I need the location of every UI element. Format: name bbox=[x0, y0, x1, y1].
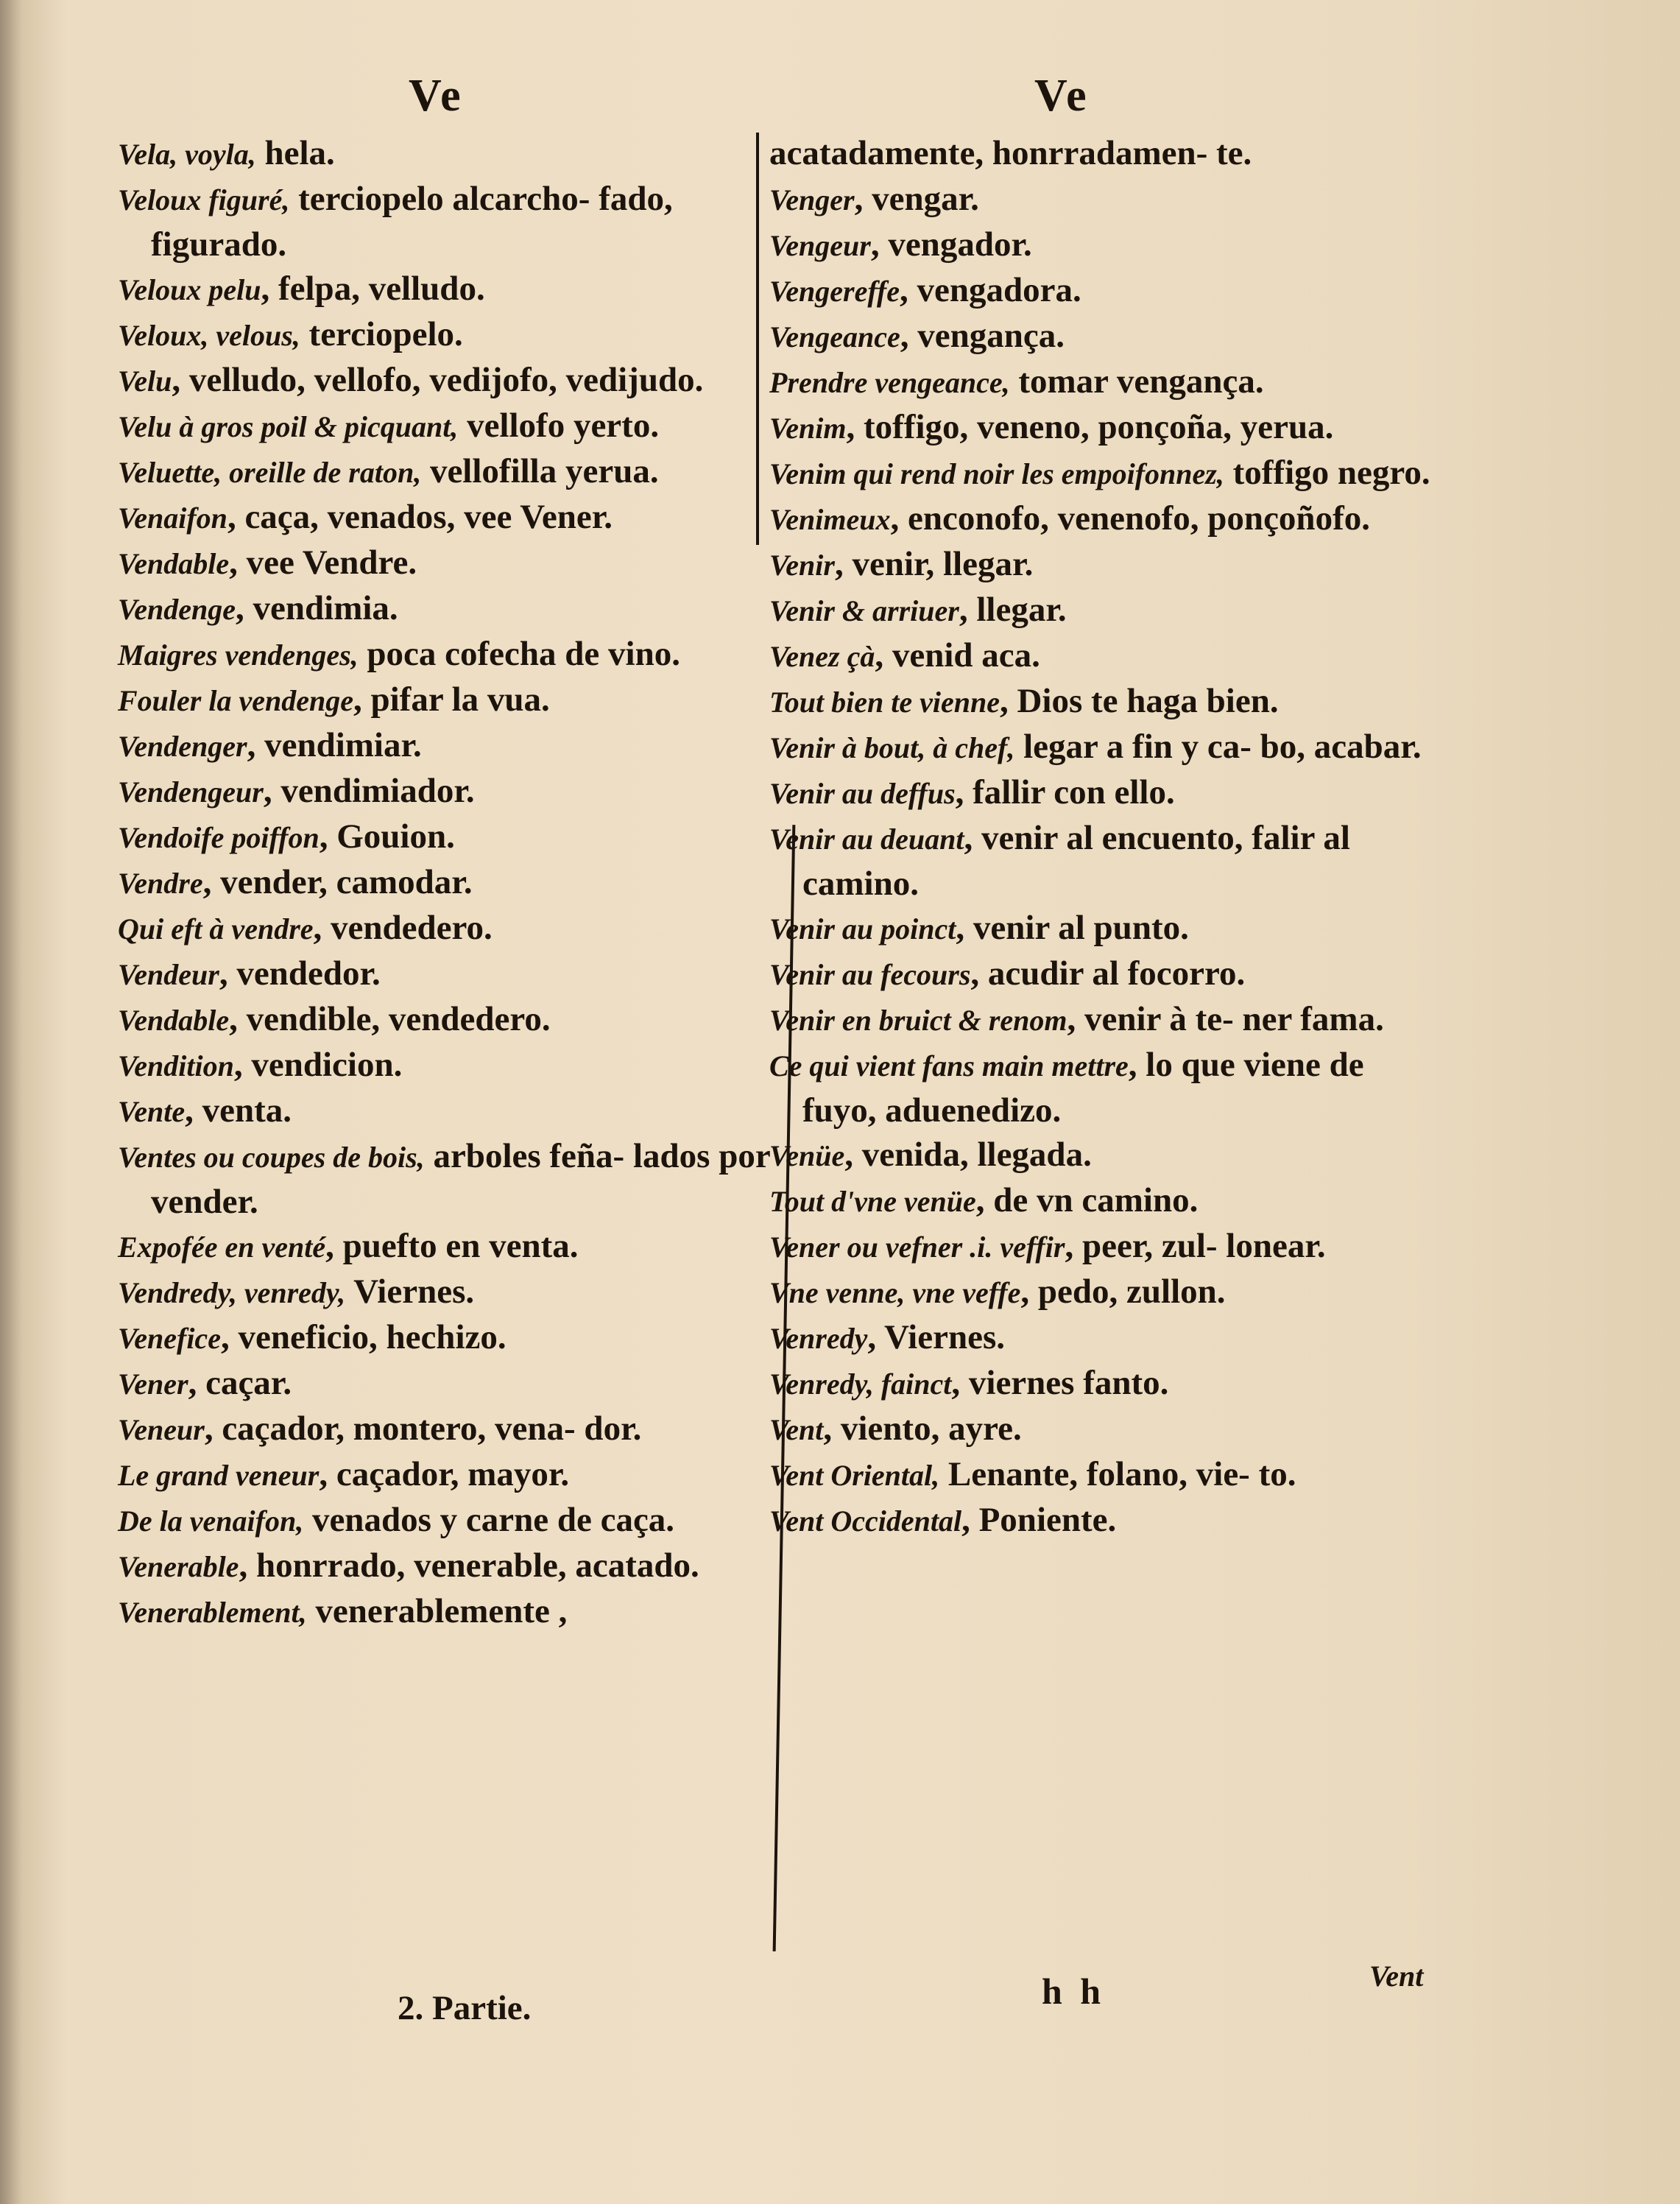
entry-headword: Venir au deuant bbox=[769, 823, 964, 856]
dictionary-entry bbox=[118, 495, 795, 541]
dictionary-entry bbox=[118, 404, 795, 449]
entry-definition: , vender, camodar. bbox=[202, 863, 473, 901]
entry-headword: Venir bbox=[769, 549, 835, 582]
sheet-mark: h h bbox=[1042, 1971, 1106, 2012]
dictionary-entry bbox=[118, 1498, 795, 1543]
entry-headword: Vendoife poiffon bbox=[118, 821, 320, 854]
entry-headword: Maigres vendenges, bbox=[118, 638, 359, 672]
dictionary-entry bbox=[769, 359, 1432, 405]
entry-headword: Venüe bbox=[769, 1139, 845, 1172]
dictionary-entry bbox=[118, 997, 795, 1043]
dictionary-entry bbox=[118, 586, 795, 632]
dictionary-entry bbox=[118, 1224, 795, 1270]
entry-definition: , vendimiador. bbox=[263, 772, 475, 810]
entry-definition: , felpa, velludo. bbox=[261, 270, 485, 308]
dictionary-entry bbox=[769, 1452, 1432, 1498]
dictionary-entry bbox=[118, 1270, 795, 1315]
dictionary-entry bbox=[118, 131, 795, 177]
entry-headword: Vengeur bbox=[769, 229, 871, 262]
dictionary-entry bbox=[118, 677, 795, 723]
entry-definition: , viernes fanto. bbox=[951, 1364, 1169, 1402]
right-running-head: Ve bbox=[1034, 71, 1090, 121]
entry-headword: Venerable bbox=[118, 1550, 239, 1583]
entry-definition: , pedo, zullon. bbox=[1020, 1272, 1226, 1311]
entry-headword: Veloux figuré, bbox=[118, 183, 290, 216]
entry-headword: Venir au poinct bbox=[769, 912, 956, 946]
right-column bbox=[769, 131, 1432, 1543]
entry-definition: , velludo, vellofo, vedijofo, vedijudo. bbox=[172, 361, 704, 399]
entry-definition: , venta. bbox=[185, 1091, 292, 1130]
entry-headword: Fouler la vendenge bbox=[118, 684, 353, 717]
dictionary-entry bbox=[769, 451, 1432, 496]
dictionary-entry bbox=[769, 906, 1432, 951]
dictionary-entry bbox=[769, 268, 1432, 314]
entry-headword: Vendenger bbox=[118, 730, 247, 763]
entry-headword: Veluette, oreille de raton, bbox=[118, 456, 422, 489]
entry-headword: Venger bbox=[769, 183, 855, 216]
entry-definition: terciopelo. bbox=[300, 315, 463, 353]
dictionary-entry bbox=[118, 1043, 795, 1088]
entry-headword: Vente bbox=[118, 1095, 186, 1128]
entry-definition: , vendible, vendedero. bbox=[229, 1000, 551, 1038]
entry-definition: vellofo yerto. bbox=[458, 406, 660, 445]
entry-definition: acatadamente, honrradamen- te. bbox=[769, 134, 1252, 172]
catchword: Vent bbox=[1369, 1960, 1424, 1993]
entry-definition: vellofilla yerua. bbox=[421, 452, 659, 490]
entry-definition: , vendedero. bbox=[313, 909, 493, 947]
entry-definition: , Poniente. bbox=[961, 1501, 1117, 1539]
entry-headword: Vent Occidental bbox=[769, 1504, 962, 1538]
entry-definition: , de vn camino. bbox=[975, 1181, 1199, 1219]
dictionary-entry bbox=[118, 723, 795, 769]
dictionary-entry bbox=[118, 449, 795, 495]
entry-headword: Vent bbox=[769, 1413, 824, 1446]
entry-headword: Venim bbox=[769, 412, 847, 445]
entry-headword: Le grand veneur bbox=[118, 1459, 320, 1492]
entry-definition: , venir, llegar. bbox=[834, 545, 1034, 583]
entry-definition: Viernes. bbox=[345, 1272, 475, 1311]
entry-headword: Vendre bbox=[118, 867, 203, 900]
entry-headword: Vne venne, vne veffe bbox=[769, 1276, 1021, 1309]
entry-definition: , vengar. bbox=[854, 180, 979, 218]
entry-headword: Venaifon bbox=[118, 501, 227, 535]
entry-headword: Vengereffe bbox=[769, 275, 900, 308]
left-running-head: Ve bbox=[409, 71, 464, 121]
dictionary-entry bbox=[769, 633, 1432, 679]
dictionary-entry bbox=[769, 588, 1432, 633]
entry-definition: , vengador. bbox=[870, 225, 1032, 264]
signature-mark: 2. Partie. bbox=[398, 1989, 532, 2027]
dictionary-entry bbox=[769, 1361, 1432, 1406]
entry-definition: , vee Vendre. bbox=[229, 543, 417, 582]
entry-definition: , Viernes. bbox=[867, 1318, 1005, 1356]
entry-definition: , toffigo, veneno, ponçoña, yerua. bbox=[846, 408, 1334, 446]
entry-headword: Venez çà bbox=[769, 640, 875, 673]
entry-definition: venados y carne de caça. bbox=[303, 1501, 675, 1539]
entry-definition: , vendedor. bbox=[219, 954, 381, 993]
entry-definition: , enconofo, venenofo, ponçoñofo. bbox=[890, 499, 1370, 538]
entry-definition: , caçar. bbox=[188, 1364, 292, 1402]
entry-headword: Venerablement, bbox=[118, 1596, 307, 1629]
entry-definition: , fallir con ello. bbox=[955, 773, 1175, 811]
dictionary-entry bbox=[118, 1543, 795, 1589]
entry-definition: , veneficio, hechizo. bbox=[220, 1318, 507, 1356]
dictionary-entry bbox=[769, 131, 1432, 177]
entry-headword: Venir au fecours bbox=[769, 958, 971, 991]
entry-headword: Veloux pelu bbox=[118, 273, 261, 306]
entry-definition: , viento, ayre. bbox=[823, 1409, 1022, 1448]
entry-headword: Venir en bruict & renom bbox=[769, 1004, 1067, 1037]
entry-headword: Venim qui rend noir les empoifonnez, bbox=[769, 457, 1224, 490]
entry-headword: Ventes ou coupes de bois, bbox=[118, 1141, 425, 1174]
dictionary-entry bbox=[769, 222, 1432, 268]
dictionary-entry bbox=[118, 312, 795, 358]
entry-definition: , honrrado, venerable, acatado. bbox=[239, 1546, 699, 1585]
dictionary-entry bbox=[769, 770, 1432, 816]
dictionary-entry bbox=[769, 679, 1432, 725]
entry-definition: arboles feña- lados por vender. bbox=[151, 1137, 770, 1221]
dictionary-entry bbox=[118, 1406, 795, 1452]
entry-definition: terciopelo alcarcho- fado, figurado. bbox=[151, 180, 673, 264]
dictionary-entry bbox=[118, 358, 795, 404]
dictionary-entry bbox=[769, 1133, 1432, 1178]
entry-definition: Lenante, folano, vie- to. bbox=[939, 1455, 1296, 1493]
entry-definition: , lo que viene de fuyo, aduenedizo. bbox=[802, 1046, 1364, 1130]
entry-headword: Vent Oriental, bbox=[769, 1459, 940, 1492]
left-column bbox=[118, 131, 795, 1635]
entry-definition: toffigo negro. bbox=[1224, 454, 1430, 492]
entry-headword: Vendable bbox=[118, 547, 230, 580]
entry-definition: , vengadora. bbox=[900, 271, 1081, 309]
dictionary-entry bbox=[118, 1452, 795, 1498]
entry-definition: , peer, zul- lonear. bbox=[1065, 1227, 1326, 1265]
entry-definition: , venir à te- ner fama. bbox=[1067, 1000, 1384, 1038]
dictionary-entry bbox=[118, 814, 795, 860]
entry-headword: Vengeance bbox=[769, 320, 900, 353]
entry-definition: , vendicion. bbox=[233, 1046, 403, 1084]
entry-headword: Expofée en venté bbox=[118, 1230, 326, 1264]
dictionary-entry bbox=[769, 496, 1432, 542]
entry-headword: Velu à gros poil & picquant, bbox=[118, 410, 459, 443]
dictionary-entry bbox=[118, 177, 795, 267]
dictionary-entry bbox=[769, 177, 1432, 222]
dictionary-entry bbox=[769, 1315, 1432, 1361]
dictionary-entry bbox=[118, 541, 795, 586]
entry-headword: Vela, voyla, bbox=[118, 138, 256, 171]
entry-headword: Veloux, velous, bbox=[118, 319, 300, 352]
dictionary-entry bbox=[769, 1178, 1432, 1224]
entry-headword: Vendredy, venredy, bbox=[118, 1276, 346, 1309]
dictionary-entry bbox=[118, 906, 795, 951]
entry-headword: Qui eft à vendre bbox=[118, 912, 314, 946]
entry-definition: , caçador, montero, vena- dor. bbox=[204, 1409, 642, 1448]
entry-headword: Venimeux bbox=[769, 503, 891, 536]
entry-definition: , vendimiar. bbox=[247, 726, 422, 764]
entry-definition: , llegar. bbox=[959, 591, 1067, 629]
entry-headword: Vener bbox=[118, 1367, 188, 1401]
entry-definition: poca cofecha de vino. bbox=[358, 635, 680, 673]
entry-headword: De la venaifon, bbox=[118, 1504, 304, 1538]
entry-headword: Venredy bbox=[769, 1322, 868, 1355]
entry-definition: , venir al punto. bbox=[956, 909, 1189, 947]
entry-headword: Vendenge bbox=[118, 593, 236, 626]
dictionary-entry bbox=[118, 769, 795, 814]
dictionary-entry bbox=[769, 816, 1432, 906]
entry-headword: Prendre vengeance, bbox=[769, 366, 1010, 399]
entry-definition: , caçador, mayor. bbox=[319, 1455, 570, 1493]
entry-headword: Tout bien te vienne bbox=[769, 686, 1000, 719]
entry-definition: legar a fin y ca- bo, acabar. bbox=[1014, 728, 1422, 766]
entry-definition: , puefto en venta. bbox=[325, 1227, 579, 1265]
dictionary-entry bbox=[118, 1589, 795, 1635]
dictionary-entry bbox=[118, 1088, 795, 1134]
entry-definition: , Dios te haga bien. bbox=[999, 682, 1279, 720]
dictionary-entry bbox=[118, 1315, 795, 1361]
entry-definition: , venir al encuento, falir al camino. bbox=[802, 819, 1350, 903]
entry-headword: Velu bbox=[118, 365, 172, 398]
entry-headword: Vendition bbox=[118, 1049, 234, 1082]
dictionary-entry bbox=[769, 405, 1432, 451]
entry-headword: Tout d'vne venüe bbox=[769, 1185, 976, 1218]
entry-definition: , Gouion. bbox=[319, 817, 455, 856]
dictionary-entry bbox=[769, 997, 1432, 1043]
dictionary-entry bbox=[769, 951, 1432, 997]
entry-definition: , pifar la vua. bbox=[353, 680, 550, 719]
entry-headword: Vendengeur bbox=[118, 775, 264, 809]
entry-definition: , caça, venados, vee Vener. bbox=[227, 498, 613, 536]
dictionary-entry bbox=[118, 1361, 795, 1406]
entry-headword: Venredy, fainct bbox=[769, 1367, 952, 1401]
entry-headword: Venir au deffus bbox=[769, 777, 956, 810]
entry-headword: Vendable bbox=[118, 1004, 230, 1037]
entry-headword: Venefice bbox=[118, 1322, 221, 1355]
entry-headword: Venir à bout, à chef, bbox=[769, 731, 1015, 764]
dictionary-entry bbox=[769, 1498, 1432, 1543]
dictionary-entry bbox=[769, 725, 1432, 770]
entry-definition: , venida, llegada. bbox=[844, 1136, 1092, 1174]
entry-definition: tomar vengança. bbox=[1009, 362, 1264, 401]
entry-definition: , venid aca. bbox=[875, 636, 1040, 675]
dictionary-entry bbox=[118, 267, 795, 312]
dictionary-entry bbox=[118, 1134, 795, 1224]
entry-headword: Venir & arriuer bbox=[769, 594, 959, 627]
dictionary-entry bbox=[118, 951, 795, 997]
dictionary-entry bbox=[769, 542, 1432, 588]
dictionary-entry bbox=[118, 860, 795, 906]
entry-definition: hela. bbox=[255, 134, 335, 172]
entry-headword: Veneur bbox=[118, 1413, 205, 1446]
dictionary-entry bbox=[118, 632, 795, 677]
dictionary-entry bbox=[769, 1224, 1432, 1270]
dictionary-entry bbox=[769, 1270, 1432, 1315]
dictionary-entry bbox=[769, 314, 1432, 359]
entry-definition: , acudir al focorro. bbox=[970, 954, 1246, 993]
entry-definition: , vendimia. bbox=[236, 589, 398, 627]
entry-headword: Ce qui vient fans main mettre bbox=[769, 1049, 1129, 1082]
dictionary-entry bbox=[769, 1406, 1432, 1452]
entry-definition: , vengança. bbox=[900, 317, 1065, 355]
entry-definition: venerablemente , bbox=[306, 1592, 568, 1630]
dictionary-entry bbox=[769, 1043, 1432, 1133]
entry-headword: Vendeur bbox=[118, 958, 219, 991]
entry-headword: Vener ou vefner .i. veffir bbox=[769, 1230, 1065, 1264]
